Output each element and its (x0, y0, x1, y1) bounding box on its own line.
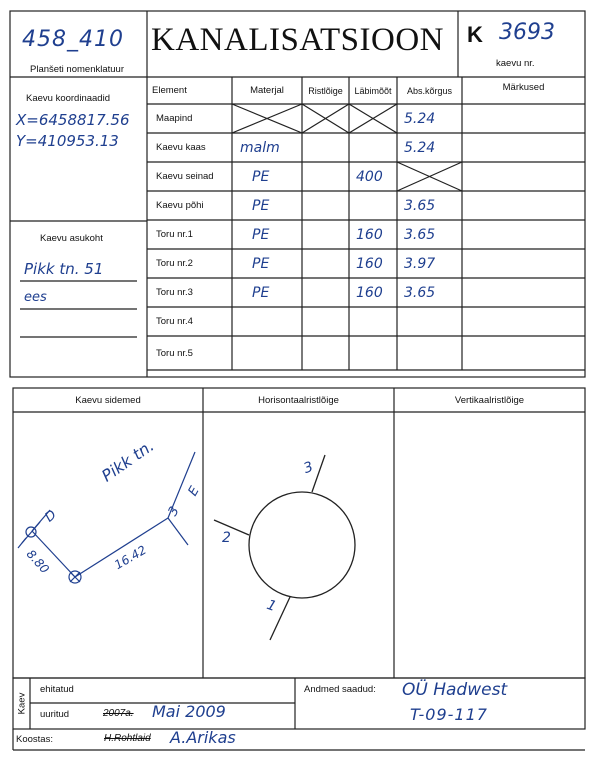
section-vertical-label: Vertikaalristlõige (454, 394, 525, 406)
header-abs: Abs.kõrgus (406, 85, 453, 96)
well-number: 3693 (499, 20, 555, 45)
coordinate-y: Y=410953.13 (16, 132, 119, 150)
table-row-abs: 5.24 (404, 110, 436, 127)
table-row-labimoot: 400 (356, 168, 383, 185)
footer-side-label: Kaev (16, 692, 27, 715)
table-row-materjal: PE (252, 197, 270, 214)
table-row-labimoot: 160 (356, 284, 383, 301)
data-received-label: Andmed saadud: (304, 684, 376, 695)
section-ties-label: Kaevu sidemed (75, 394, 141, 406)
coordinates-label: Kaevu koordinaadid (26, 93, 110, 104)
surveyed-label: uuritud (40, 709, 70, 720)
coordinate-x: X=6458817.56 (16, 111, 130, 129)
sketch-number-3: 3 (165, 504, 183, 519)
built-label: ehitatud (40, 684, 74, 695)
horizontal-section-drawing (214, 455, 355, 640)
table-row-element: Toru nr.2 (156, 258, 193, 269)
location-label: Kaevu asukoht (40, 233, 103, 244)
sketch-dim-b: 16.42 (112, 542, 149, 573)
table-row-abs: 3.97 (404, 255, 436, 272)
table-row-materjal: PE (252, 226, 270, 243)
header-markused: Märkused (502, 81, 545, 93)
well-letter: K (467, 22, 483, 47)
sketch-letter-d: D (42, 507, 60, 526)
sketch-letter-e: E (185, 484, 203, 499)
surveyed-date: Mai 2009 (152, 702, 226, 721)
pipe-label-2: 2 (222, 530, 231, 546)
table-row-abs: 3.65 (404, 226, 436, 243)
sketch-dim-a: 8.80 (23, 547, 52, 577)
sketch-street-label: Pikk tn. (98, 436, 158, 486)
header-element: Element (152, 85, 187, 96)
table-row-element: Kaevu kaas (156, 142, 206, 153)
table-row-materjal: PE (252, 168, 270, 185)
table-row-element: Toru nr.5 (156, 347, 193, 359)
surveyed-printed-year: 2007a. (103, 708, 134, 719)
table-row-labimoot: 160 (356, 226, 383, 243)
table-row-materjal: malm (240, 139, 280, 156)
header-labimoot: Läbimõõt (354, 85, 392, 96)
nomenclature-label: Planšeti nomenklatuur (30, 64, 124, 75)
table-row-materjal: PE (252, 284, 270, 301)
table-row-abs: 3.65 (404, 284, 436, 301)
well-number-label: kaevu nr. (496, 58, 535, 69)
table-row-element: Kaevu põhi (156, 200, 204, 211)
location-line-2: ees (24, 290, 47, 305)
table-row-abs: 5.24 (404, 139, 436, 156)
table-row-abs: 3.65 (404, 197, 436, 214)
section-horizontal-label: Horisontaalristlõige (258, 394, 339, 406)
pipe-label-3: 3 (301, 458, 316, 478)
compiled-label: Koostas: (16, 734, 53, 745)
header-materjal: Materjal (250, 85, 284, 96)
compiled-signature: A.Arikas (170, 728, 236, 747)
table-row-element: Kaevu seinad (156, 171, 214, 182)
header-ristloige: Ristlõige (308, 85, 343, 96)
nomenclature-value: 458_410 (22, 27, 124, 52)
pipe-label-1: 1 (264, 596, 279, 616)
location-line-1: Pikk tn. 51 (24, 260, 104, 278)
table-row-element: Toru nr.3 (156, 287, 193, 298)
compiled-printed: H.Rohtlaid (104, 733, 151, 744)
data-company: OÜ Hadwest (402, 680, 508, 700)
table-row-element: Toru nr.4 (156, 316, 193, 327)
page-title: KANALISATSIOON (151, 22, 444, 58)
table-row-element: Toru nr.1 (156, 229, 193, 240)
table-row-labimoot: 160 (356, 255, 383, 272)
table-row-materjal: PE (252, 255, 270, 272)
data-code: T-09-117 (410, 705, 488, 724)
table-row-element: Maapind (156, 113, 193, 124)
